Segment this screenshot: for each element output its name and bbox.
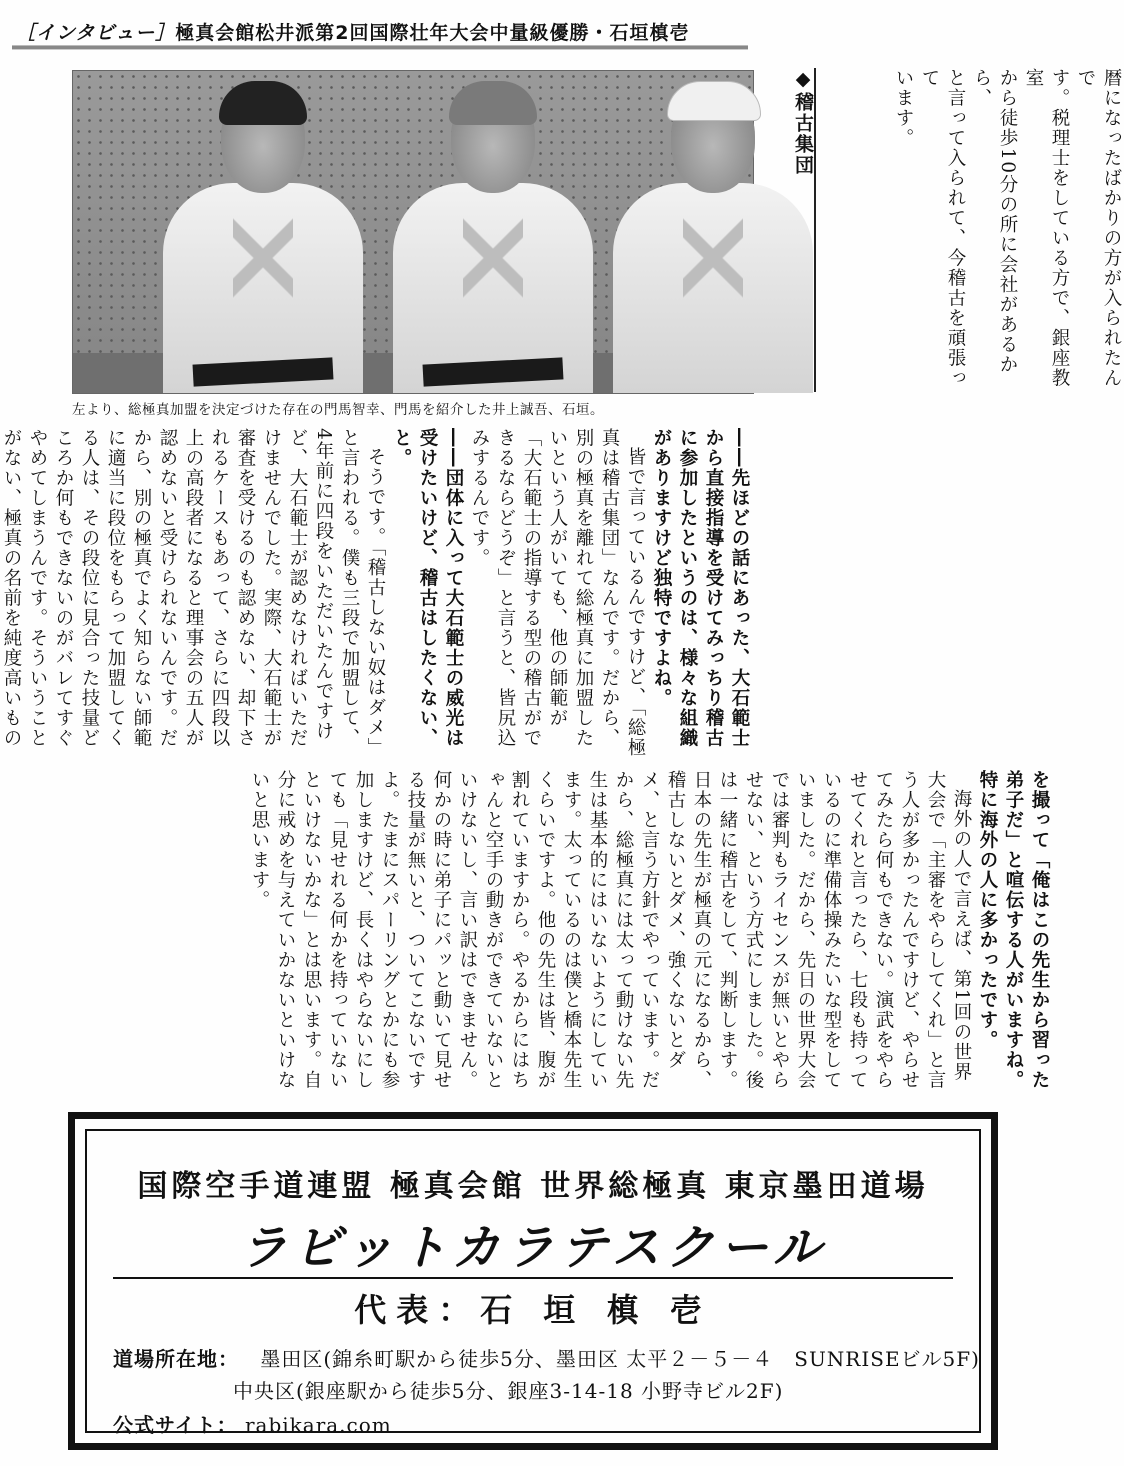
top-text-line: 暦になったばかりの方が入られたんで <box>1075 68 1122 388</box>
body-left <box>72 770 1052 1100</box>
top-text-line: から徒歩10分の所に会社があるから、 <box>971 68 1018 375</box>
top-text-line: います。 <box>893 68 914 148</box>
answer-1: 皆で言っているんですけど、「総極真は稽古集団」なんです。だから、別の極真を離れて総極真に加盟したいという人がいても、他の師範が「大石範士の指導する型の稽古ができるならどうぞ」と言うと、皆尻込みするんです。 <box>469 428 646 758</box>
ad-organization: 国際空手道連盟 極真会館 世界総極真 東京墨田道場 <box>137 1169 929 1204</box>
answer-2: そうです。「稽古しない奴はダメ」と言われる。僕も三段で加盟して、4年前に四段をいただいたんですけど、大石範士が認めなければいただけませんでした。実際、大石範士が審査を受けるのも認めない、却下されるケースもあって、さらに四段以上の高段者になると理事会の五人が認めないと受けられないんです。だから、別の極真でよく知らない師範に適当に段位をもらって加盟してくる人は、その段位に見合った技量どころか何もできないのがバレてすぐやめてしまうんです。そういうことがない、極真の名前を純度高いもの <box>1 428 386 758</box>
ad-address-2-text: 中央区(銀座駅から徒歩5分、銀座3-14-18 小野寺ビル2F) <box>233 1379 784 1403</box>
answer-3: 海外の人で言えば、第1回の世界大会で「主審をやらしてくれ」と言う人が多かったんですけど、やらせてみたら何もできない。演武をやらせてくれと言ったら、七段も持っているのに準備体操みたいな型をしていました。だから、先日の世界大会では審判もライセンスが無いとやらせない、という方式にしました。後は一緒に稽古をして、判断します。日本の先生が極真の元になるから、稽古しないとダメ、強くないとダメ、と言う方針でやっています。だから、総極真には太って動けない先生は基本的にはいないようにしています。太っているのは僕と橋本先生くらいですよ。他の先生は皆、腹が割れていますから。やるからにはちゃんと空手の動きができていないといけないし、言い訳はできません。何かの時に弟子にパッと動いて見せる技量が無いと、ついてこないですよ。たまにスパーリングとかにも参加しますけど、長くはやらないにしても「見せれる何かを持っていないといけないかな」とは思います。自分に戒めを与えていかないといけないと思います。 <box>249 770 972 1090</box>
ad-rule <box>113 1277 953 1279</box>
ad-address-1-text: 墨田区(錦糸町駅から徒歩5分、墨田区 太平２－５－４ SUNRISEビル5F) <box>260 1347 980 1371</box>
header-rule <box>12 45 748 50</box>
group-photo <box>72 70 754 394</box>
ad-school-name: ラビットカラテスクール <box>239 1220 827 1276</box>
ad-address-2 <box>233 1375 783 1404</box>
question-1: ――先ほどの話にあった、大石範士から直接指導を受けてみっちり稽古に参加したというのは、様々な組織がありますけど独特ですよね。 <box>651 428 750 748</box>
header-tag: ［インタビュー］ <box>16 22 176 44</box>
ad-address-1 <box>113 1343 980 1372</box>
ad-site-link[interactable]: rabikara.com <box>244 1413 392 1437</box>
top-text <box>890 68 1124 398</box>
photo-caption: 左より、総極真加盟を決定づけた存在の門馬智幸、門馬を紹介した井上誠吾、石垣。 <box>72 402 604 418</box>
ad-address-label: 道場所在地： <box>113 1347 239 1371</box>
page-header <box>16 18 689 45</box>
ad-site <box>113 1409 392 1438</box>
top-text-line: す。税理士をしている方で、銀座教室 <box>1023 68 1070 388</box>
ad-representative: 代表：石 垣 槙 壱 <box>354 1291 712 1329</box>
ad-inner-border <box>85 1129 981 1437</box>
body-right <box>1 428 752 758</box>
ad-site-label: 公式サイト： <box>113 1413 238 1437</box>
question-2: ――団体に入って大石範士の威光は受けたいけど、稽古はしたくない、と。 <box>391 428 464 748</box>
question-3-cont: を撮って「俺はこの先生から習った弟子だ」と喧伝する人がいますね。特に海外の人に多かったです。 <box>977 770 1050 1090</box>
top-text-line: と言って入られて、今稽古を頑張って <box>919 68 966 388</box>
section-heading: ◆稽古集団 <box>792 68 814 176</box>
header-title: 極真会館松井派第2回国際壮年大会中量級優勝・石垣槙壱 <box>175 22 690 44</box>
dojo-advertisement <box>68 1112 998 1450</box>
